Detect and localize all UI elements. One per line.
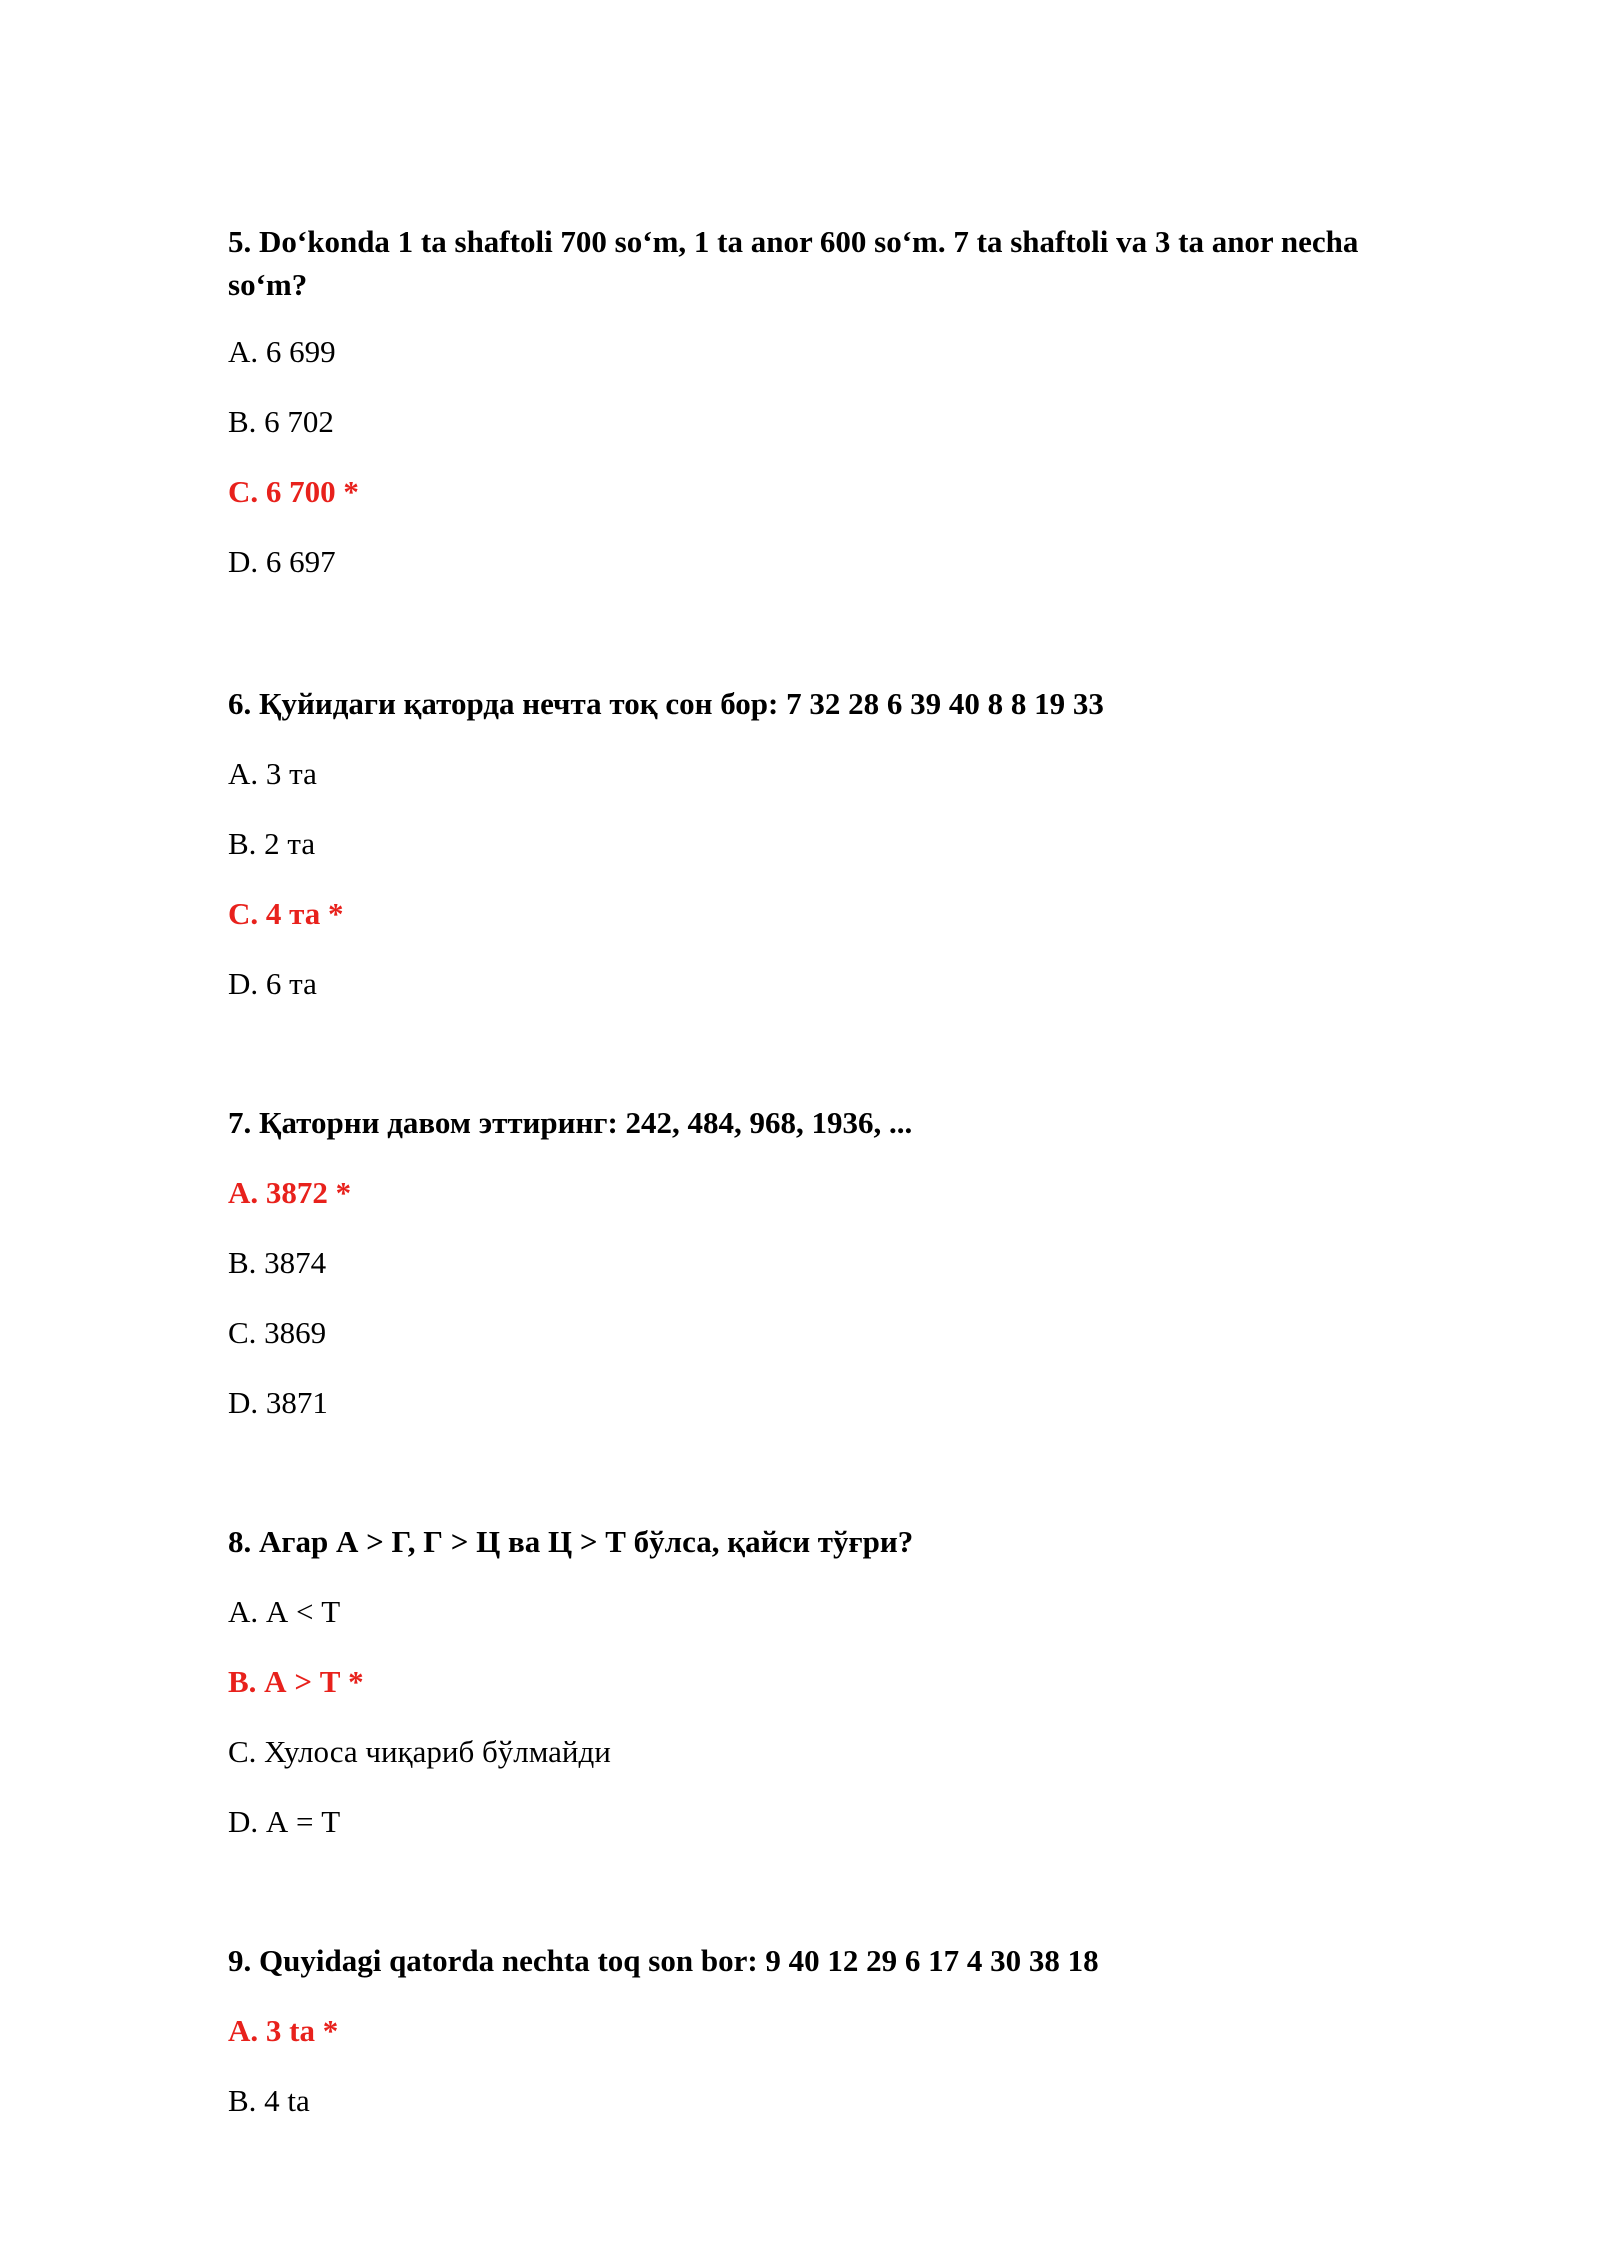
option-a-correct: A. 3 ta * <box>228 2013 339 2048</box>
option-d: D. 6 697 <box>228 544 336 579</box>
question-text: 7. Қаторни давом эттиринг: 242, 484, 968, 1936, ... <box>228 1105 913 1140</box>
option-b: B. 2 та <box>228 826 316 861</box>
question-text: 6. Қуйидаги қаторда нечта тоқ сон бор: 7 32 28 6 39 40 8 8 19 33 <box>228 686 1104 721</box>
option-a-correct: A. 3872 * <box>228 1175 352 1210</box>
option-a: A. 6 699 <box>228 334 336 369</box>
option-d: D. 3871 <box>228 1385 328 1420</box>
option-b-correct: B. А > Т * <box>228 1664 364 1699</box>
question-text: 8. Агар А > Г, Г > Ц ва Ц > Т бўлса, қайси тўғри? <box>228 1524 914 1559</box>
option-a: A. А < Т <box>228 1594 341 1629</box>
question-8 <box>228 1520 1428 1839</box>
question-text: 5. Do‘konda 1 ta shaftoli 700 so‘m, 1 ta anor 600 so‘m. 7 ta shaftoli va 3 ta anor necha so‘m? <box>228 224 1359 302</box>
option-b: B. 6 702 <box>228 404 334 439</box>
option-a: A. 3 та <box>228 756 317 791</box>
option-c-correct: C. 6 700 * <box>228 474 359 509</box>
option-b: B. 4 ta <box>228 2083 310 2118</box>
question-6 <box>228 682 1428 1001</box>
option-c-correct: C. 4 та * <box>228 896 344 931</box>
option-d: D. А = Т <box>228 1804 341 1839</box>
option-d: D. 6 та <box>228 966 317 1001</box>
question-text: 9. Quyidagi qatorda nechta toq son bor: 9 40 12 29 6 17 4 30 38 18 <box>228 1943 1099 1978</box>
question-9 <box>228 1939 1428 2118</box>
option-b: B. 3874 <box>228 1245 327 1280</box>
question-5 <box>228 220 1428 579</box>
option-c: C. 3869 <box>228 1315 327 1350</box>
question-7 <box>228 1101 1428 1420</box>
option-c: C. Хулоса чиқариб бўлмайди <box>228 1734 611 1769</box>
